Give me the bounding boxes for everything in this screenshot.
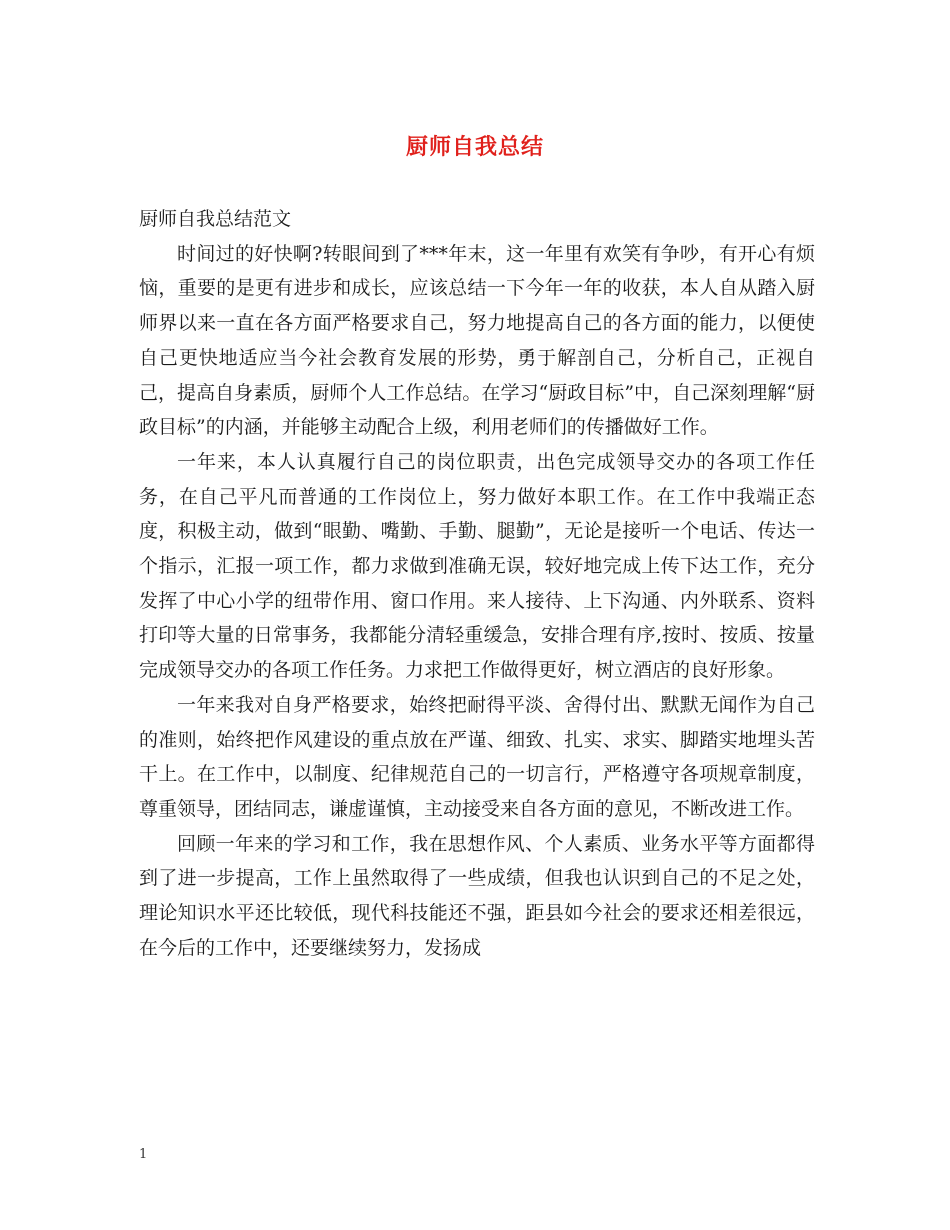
page-number: 1 bbox=[139, 1147, 148, 1162]
document-title: 厨师自我总结 bbox=[405, 134, 544, 160]
paragraph-3: 一年来我对自身严格要求，始终把耐得平淡、舍得付出、默默无闻作为自己的准则，始终把作风建设的重点放在严谨、细致、扎实、求实、脚踏实地埋头苦干上。在工作中，以制度、纪律规范自己的一切言行，严格遵守各项规章制度，尊重领导，团结同志，谦虚谨慎，主动接受来自各方面的意见，不断改进工作。 bbox=[139, 693, 815, 820]
paragraph-4: 回顾一年来的学习和工作，我在思想作风、个人素质、业务水平等方面都得到了进一步提高，工作上虽然取得了一些成绩，但我也认识到自己的不足之处，理论知识水平还比较低，现代科技能还不强，距县如今社会的要求还相差很远，在今后的工作中，还要继续努力，发扬成 bbox=[139, 832, 815, 959]
paragraph-2: 一年来，本人认真履行自己的岗位职责，出色完成领导交办的各项工作任务，在自己平凡而普通的工作岗位上，努力做好本职工作。在工作中我端正态度，积极主动，做到“眼勤、嘴勤、手勤、腿勤”，无论是接听一个电话、传达一个指示，汇报一项工作，都力求做到准确无误，较好地完成上传下达工作，充分发挥了中心小学的纽带作用、窗口作用。来人接待、上下沟通、内外联系、资料打印等大量的日常事务，我都能分清轻重缓急，安排合理有序,按时、按质、按量完成领导交办的各项工作任务。力求把工作做得更好，树立酒店的良好形象。 bbox=[139, 450, 815, 682]
document-body bbox=[139, 202, 815, 965]
document-subtitle: 厨师自我总结范文 bbox=[139, 208, 292, 230]
paragraph-1: 时间过的好快啊?转眼间到了***年末，这一年里有欢笑有争吵，有开心有烦恼，重要的是更有进步和成长，应该总结一下今年一年的收获，本人自从踏入厨师界以来一直在各方面严格要求自己，努力地提高自己的各方面的能力，以便使自己更快地适应当今社会教育发展的形势，勇于解剖自己，分析自己，正视自己，提高自身素质，厨师个人工作总结。在学习“厨政目标”中，自己深刻理解“厨政目标”的内涵，并能够主动配合上级，利用老师们的传播做好工作。 bbox=[139, 242, 815, 439]
